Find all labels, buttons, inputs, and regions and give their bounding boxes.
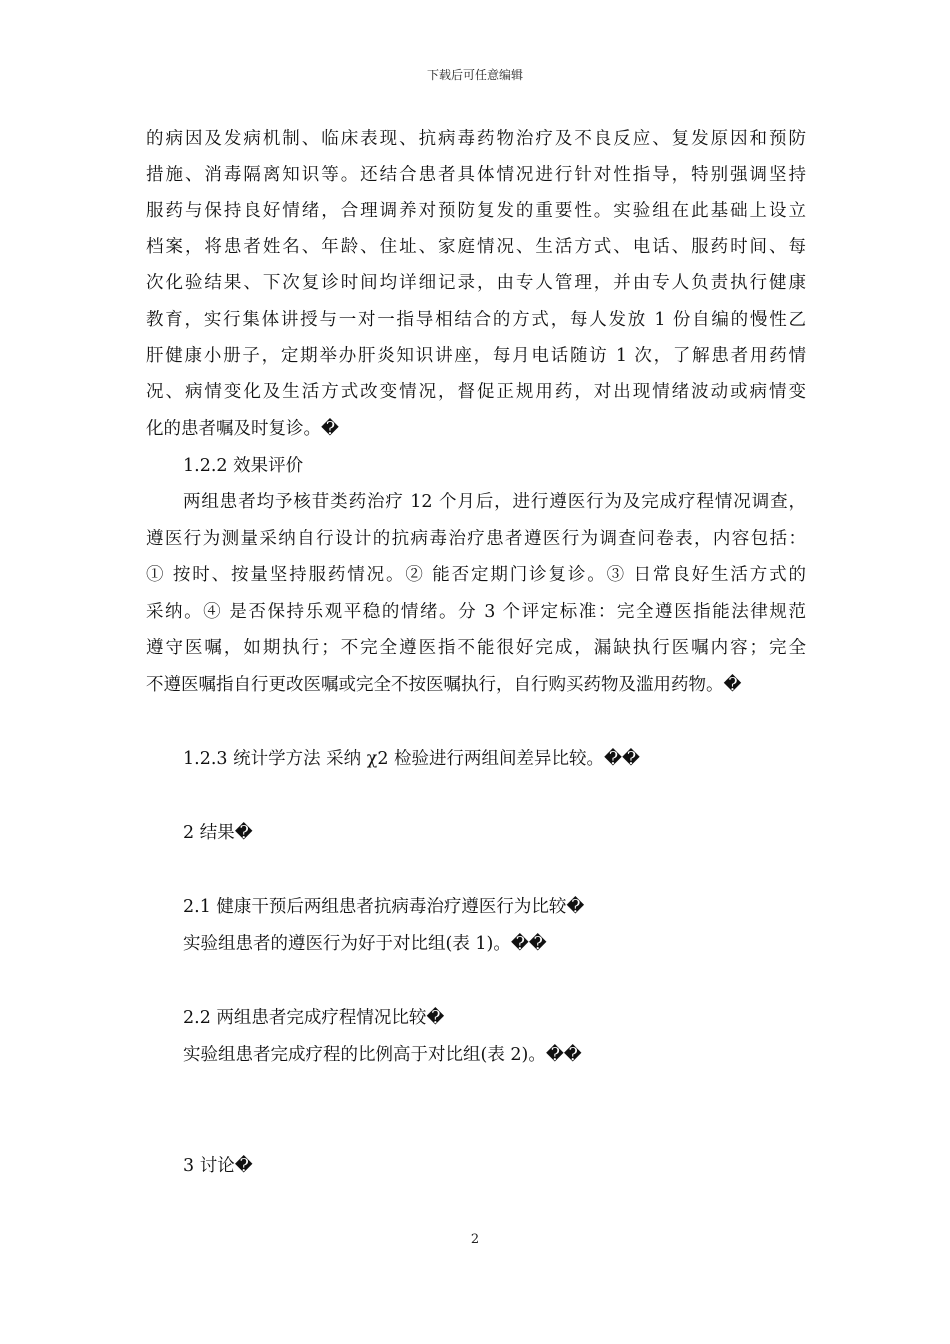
paragraph-line: 措施、消毒隔离知识等。还结合患者具体情况进行针对性指导，特别强调坚持	[146, 165, 806, 185]
section-text: 实验组患者的遵医行为好于对比组(表 1)。��	[183, 934, 547, 954]
paragraph-line: 遵守医嘱，如期执行；不完全遵医指不能很好完成，漏缺执行医嘱内容；完全	[146, 638, 806, 658]
section-text: 1.2.3 统计学方法 采纳 χ2 检验进行两组间差异比较。��	[183, 749, 640, 769]
section-heading: 1.2.2 效果评价	[183, 456, 304, 476]
section-heading: 2 结果�	[183, 823, 253, 843]
paragraph-line: 遵医行为测量采纳自行设计的抗病毒治疗患者遵医行为调查问卷表，内容包括：	[146, 529, 806, 549]
paragraph-line: 两组患者均予核苷类药治疗 12 个月后，进行遵医行为及完成疗程情况调查，	[183, 492, 806, 512]
paragraph-line: 不遵医嘱指自行更改医嘱或完全不按医嘱执行，自行购买药物及滥用药物。�	[146, 675, 742, 695]
section-heading: 2.1 健康干预后两组患者抗病毒治疗遵医行为比较�	[183, 897, 585, 917]
paragraph-line: 档案，将患者姓名、年龄、住址、家庭情况、生活方式、电话、服药时间、每	[146, 237, 806, 257]
paragraph-line: 采纳。④ 是否保持乐观平稳的情绪。分 3 个评定标准：完全遵医指能法律规范	[146, 602, 806, 622]
paragraph-line: 的病因及发病机制、临床表现、抗病毒药物治疗及不良反应、复发原因和预防	[146, 129, 806, 149]
paragraph-line: 教育，实行集体讲授与一对一指导相结合的方式，每人发放 1 份自编的慢性乙	[146, 310, 806, 330]
page-number: 2	[470, 1232, 480, 1247]
paragraph-line: 化的患者嘱及时复诊。�	[146, 419, 339, 439]
paragraph-line: 肝健康小册子，定期举办肝炎知识讲座，每月电话随访 1 次，了解患者用药情	[146, 346, 806, 366]
section-text: 实验组患者完成疗程的比例高于对比组(表 2)。��	[183, 1045, 582, 1065]
page-header: 下载后可任意编辑	[426, 68, 523, 82]
section-heading: 2.2 两组患者完成疗程情况比较�	[183, 1008, 445, 1028]
paragraph-line: 次化验结果、下次复诊时间均详细记录，由专人管理，并由专人负责执行健康	[146, 273, 806, 293]
paragraph-line: ① 按时、按量坚持服药情况。② 能否定期门诊复诊。③ 日常良好生活方式的	[146, 565, 806, 585]
paragraph-line: 服药与保持良好情绪，合理调养对预防复发的重要性。实验组在此基础上设立	[146, 201, 806, 221]
section-heading: 3 讨论�	[183, 1156, 253, 1176]
paragraph-line: 况、病情变化及生活方式改变情况，督促正规用药，对出现情绪波动或病情变	[146, 382, 806, 402]
